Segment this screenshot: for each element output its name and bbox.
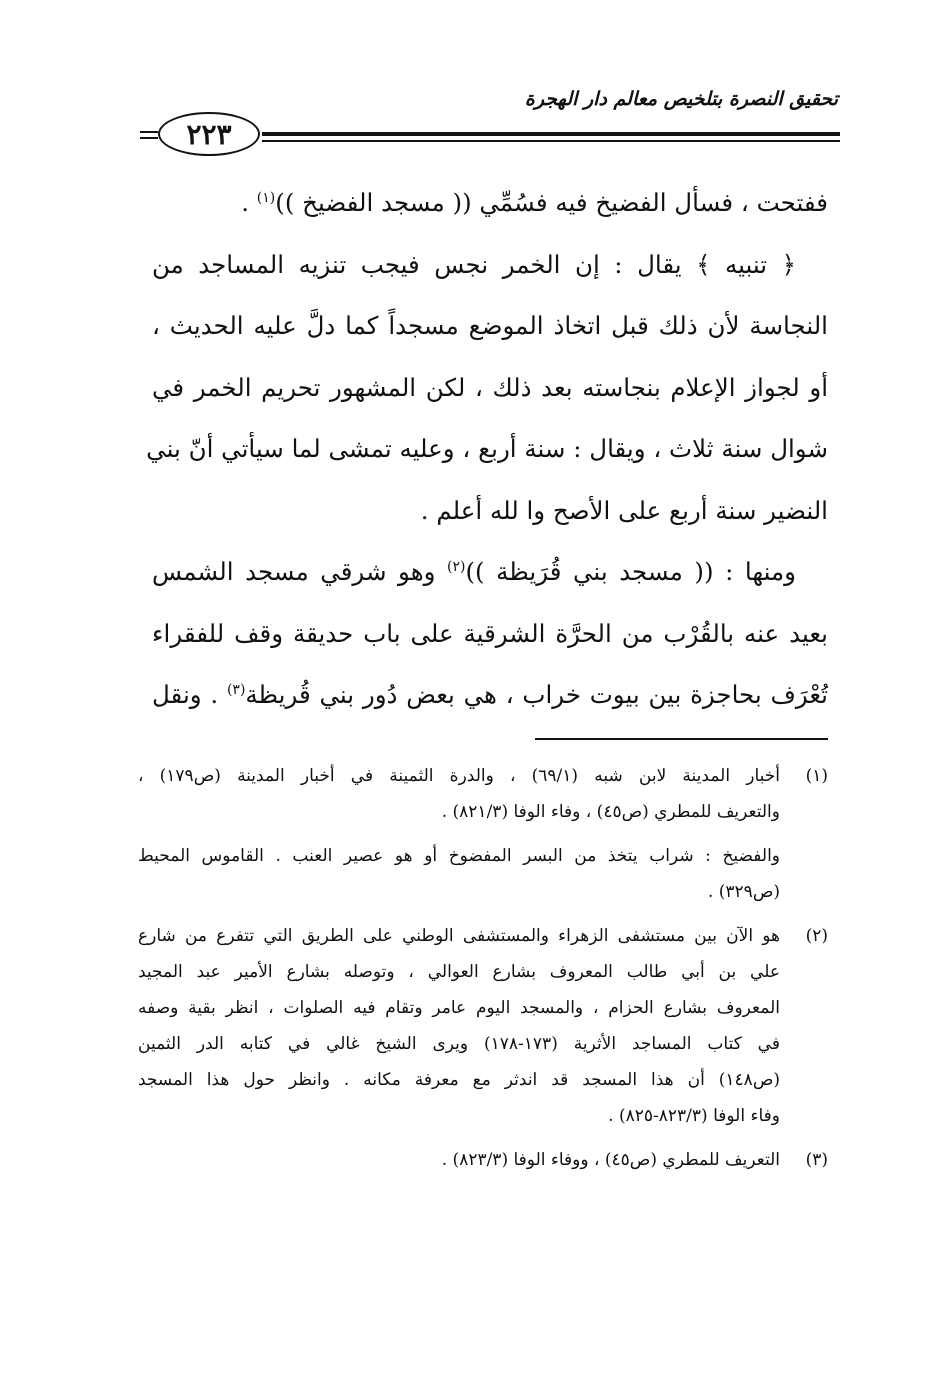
footnote-1-continuation	[138, 838, 828, 910]
footnote-line: والفضيخ : شراب يتخذ من البسر المفضوخ أو هو عصير العنب . القاموس المحيط	[138, 846, 780, 866]
footnote-line: هو الآن بين مستشفى الزهراء والمستشفى الوطني على الطريق التي تتفرع من شارع	[138, 926, 780, 946]
main-line-9: تُعْرَف بحاجزة بين بيوت خراب ، هي بعض دُور بني قُريظة$^{(٣)}$ . ونقل	[152, 680, 828, 709]
footnote-line: علي بن أبي طالب المعروف بشارع العوالي ، وتوصله بشارع الأمير عبد المجيد	[138, 962, 780, 982]
main-line-1: ففتحت ، فسأل الفضيخ فيه فسُمِّي (( مسجد الفضيخ ))$^{(١)}$ .	[241, 188, 828, 217]
footnote-line: في كتاب المساجد الأثرية (١٧٣-١٧٨) ويرى الشيخ غالي في كتابه الدر الثمين	[138, 1034, 780, 1054]
footnote-line: أخبار المدينة لابن شبه (٦٩/١) ، والدرة الثمينة في أخبار المدينة (ص١٧٩) ،	[138, 766, 780, 786]
main-line-2: ﴿ تنبيه ﴾ يقال : إن الخمر نجس فيجب تنزيه المساجد من	[152, 249, 796, 279]
footnote-ref-2: (٢)	[447, 558, 466, 575]
main-line-6: النضير سنة أربع على الأصح وا لله أعلم .	[420, 495, 828, 525]
footnote-line: المعروف بشارع الحزام ، والمسجد اليوم عامر وتقام فيه الصلوات ، انظر بقية وصفه	[138, 998, 780, 1018]
header-rule-left-top	[140, 131, 158, 133]
main-line-5: شوال سنة ثلاث ، ويقال : سنة أربع ، وعليه تمشى لما سيأتي أنّ بني	[146, 434, 828, 463]
footnote-line: وفاء الوفا (٨٢٣/٣-٨٢٥) .	[608, 1106, 780, 1126]
main-text	[146, 172, 828, 726]
page-number-badge	[158, 112, 260, 156]
footnote-line: (ص١٤٨) أن هذا المسجد قد اندثر مع معرفة مكانه . وانظر حول هذا المسجد	[138, 1070, 780, 1090]
footnote-number: (٣)	[805, 1150, 828, 1170]
footnote-separator	[535, 738, 828, 740]
main-line-3: النجاسة لأن ذلك قبل اتخاذ الموضع مسجداً كما دلَّ عليه الحديث ،	[152, 311, 828, 340]
footnotes	[138, 758, 828, 1186]
footnote-ref-3: (٣)	[226, 681, 246, 698]
footnote-line: (ص٣٢٩) .	[707, 882, 780, 902]
running-header	[140, 80, 840, 160]
footnote-ref-1: (١)	[256, 189, 276, 206]
footnote-line: والتعريف للمطري (ص٤٥) ، وفاء الوفا (٨٢١/٣) .	[441, 802, 780, 822]
footnote-1	[138, 758, 828, 830]
footnote-number: (٢)	[805, 926, 828, 946]
footnote-2	[138, 918, 828, 1134]
main-line-7: ومنها : (( مسجد بني قُرَيظة ))$^{(٢)}$ وهو شرقي مسجد الشمس	[152, 557, 797, 586]
header-rule-left-bottom	[140, 137, 158, 139]
header-rule-thin	[262, 140, 840, 142]
main-line-4: أو لجواز الإعلام بنجاسته بعد ذلك ، لكن المشهور تحريم الخمر في	[152, 372, 828, 402]
footnote-3	[138, 1142, 828, 1178]
book-title: تحقيق النصرة بتلخيص معالم دار الهجرة	[524, 88, 838, 110]
page-number: ٢٢٣	[186, 117, 232, 151]
main-line-8: بعيد عنه بالقُرْب من الحرَّة الشرقية على باب حديقة وقف للفقراء	[152, 618, 828, 648]
footnote-number: (١)	[805, 766, 828, 786]
header-rule-thick	[262, 132, 840, 136]
footnote-line: التعريف للمطري (ص٤٥) ، ووفاء الوفا (٨٢٣/٣) .	[441, 1150, 780, 1170]
